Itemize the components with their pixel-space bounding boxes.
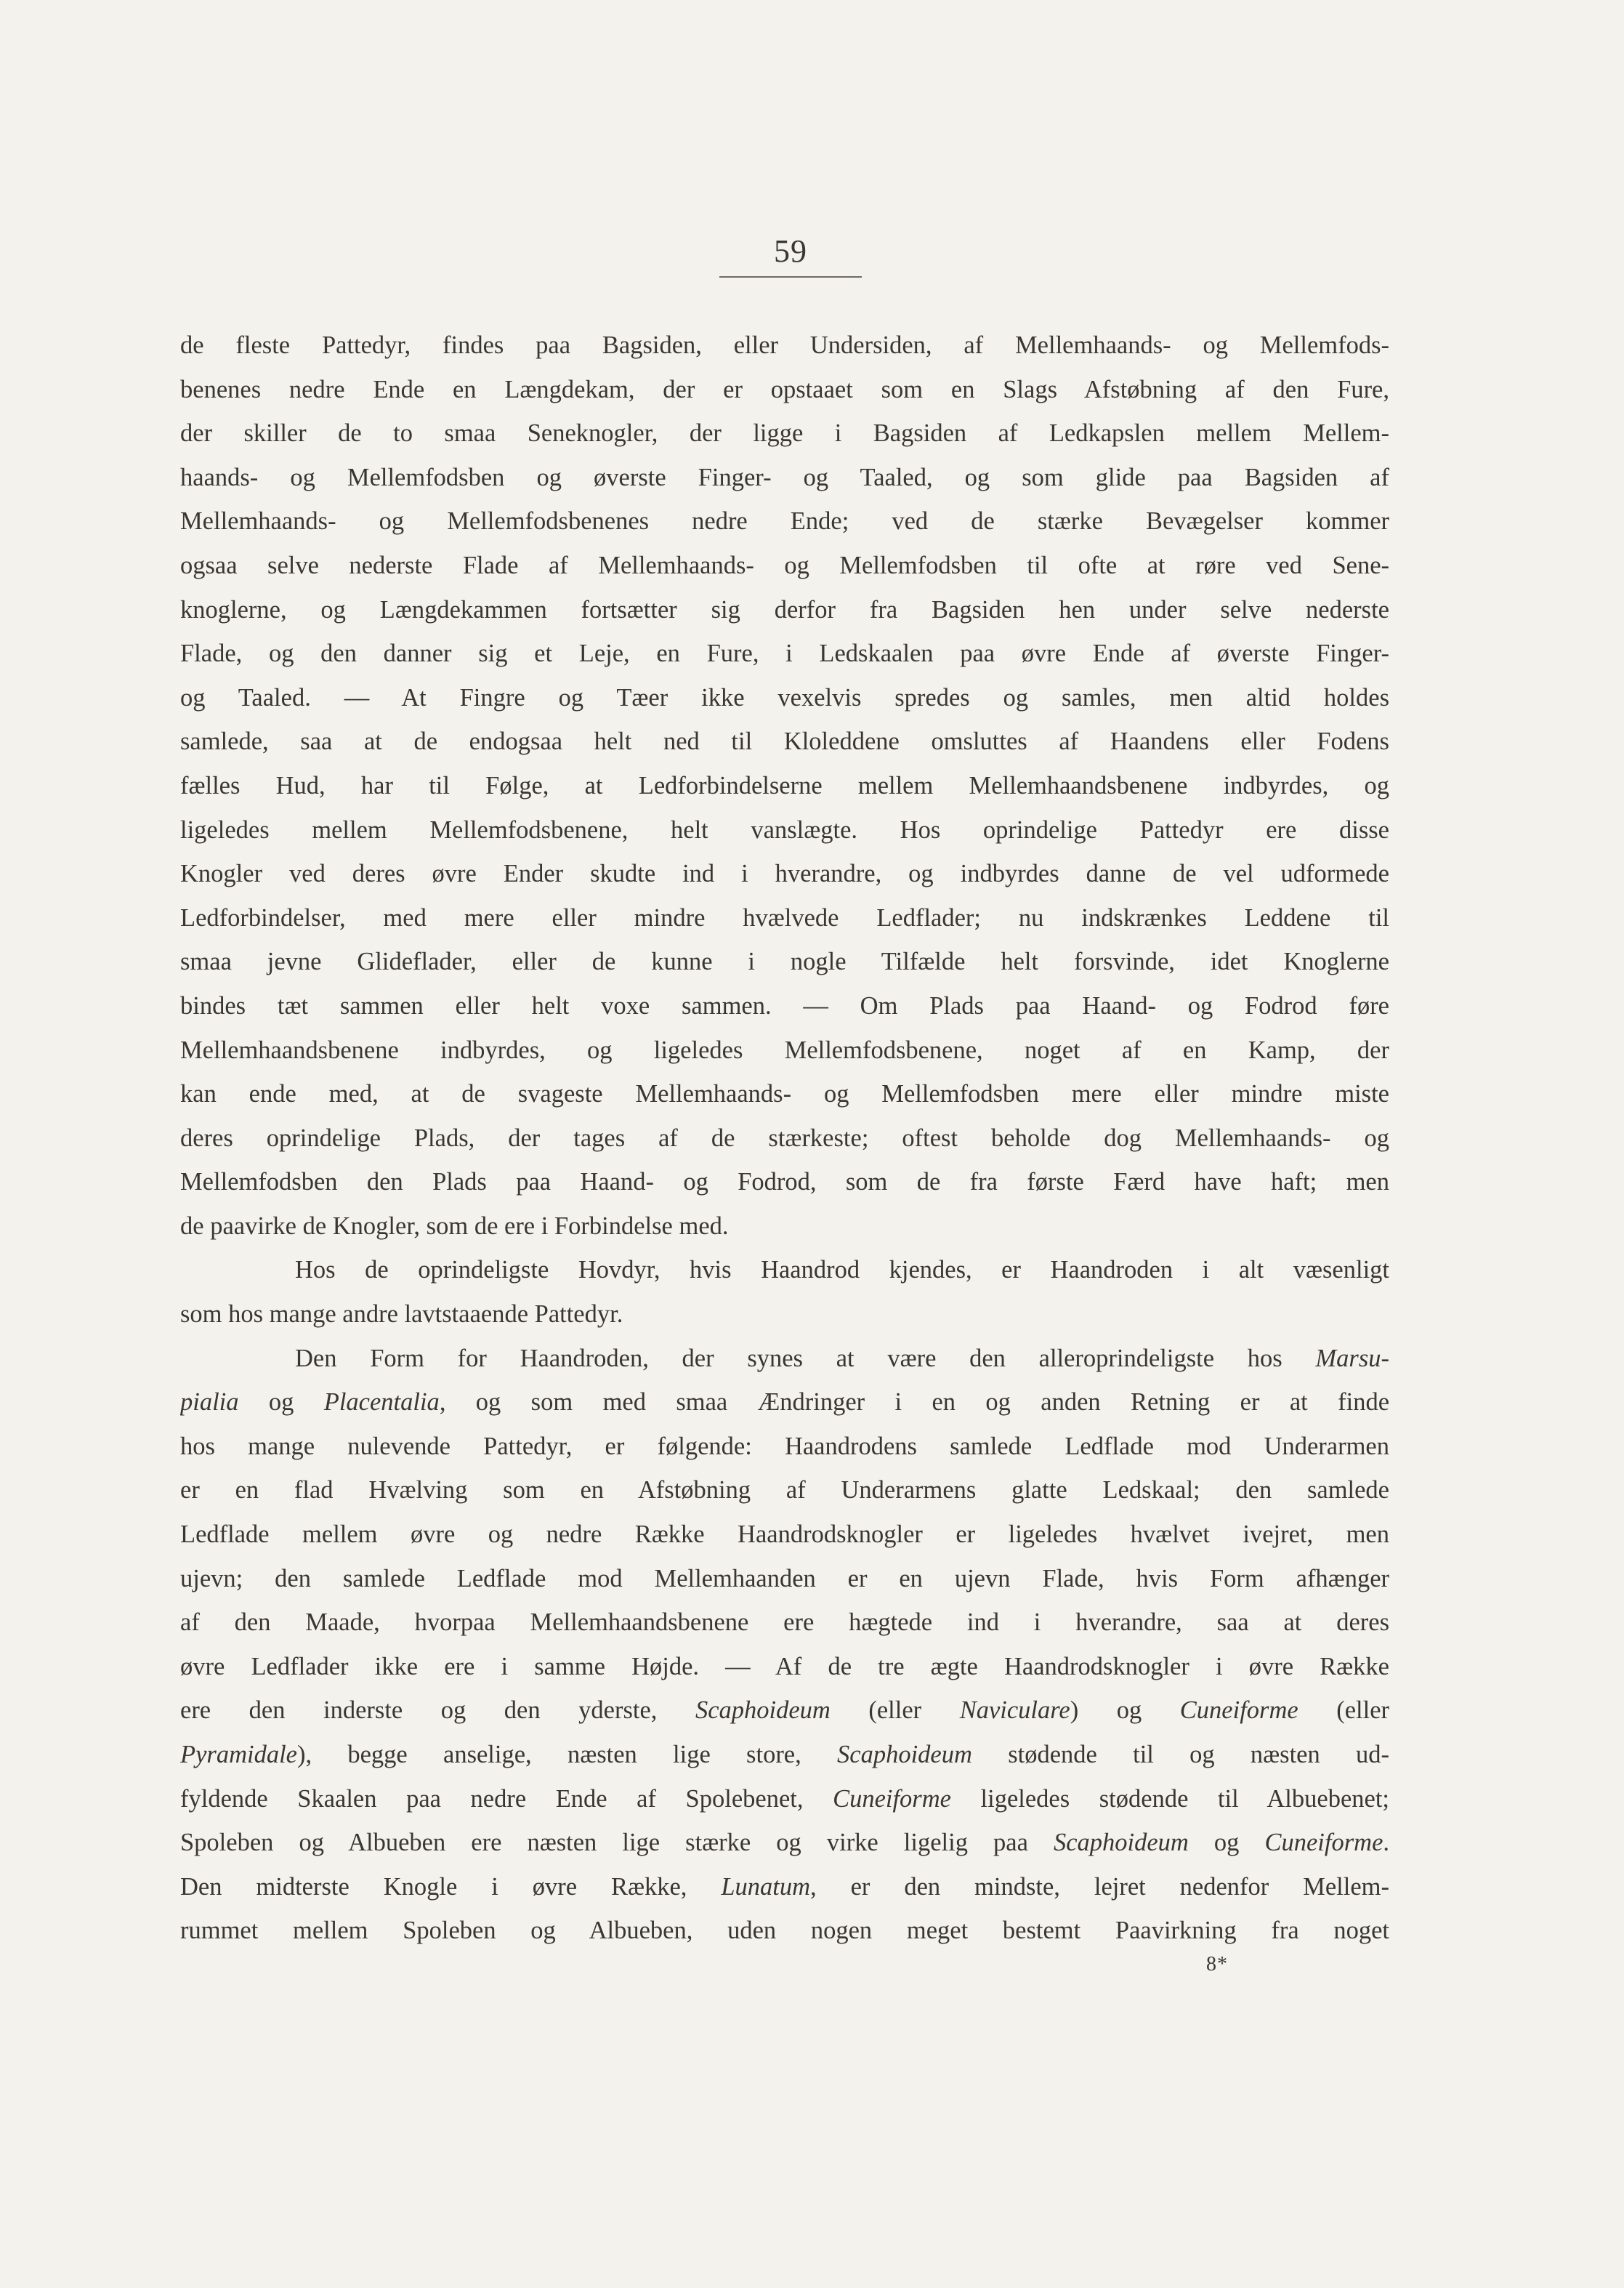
text-line-36: [180, 1865, 1389, 1909]
text-run: (eller: [830, 1696, 960, 1725]
text-line-2: benenes nedre Ende en Længdekam, der er opstaaet som en Slags Afstøbning af den Fure,: [180, 375, 1389, 403]
bone-name: Cuneiforme: [1264, 1829, 1383, 1857]
text-run: (eller: [1298, 1696, 1389, 1725]
text-run: og: [238, 1388, 324, 1417]
text-line-30: af den Maade, hvorpaa Mellemhaandsbenene ere hægtede ind i hverandre, saa at deres: [180, 1608, 1389, 1637]
text-line-18: kan ende med, at de svageste Mellemhaands- og Mellemfodsben mere eller mindre miste: [180, 1080, 1389, 1108]
page-number-rule: [719, 276, 862, 278]
bone-name: Naviculare: [959, 1696, 1070, 1725]
text-line-22: Hos de oprindeligste Hovdyr, hvis Haandrod kjendes, er Haandroden i alt væsenligt: [295, 1256, 1389, 1284]
text-line-37: rummet mellem Spoleben og Albueben, uden nogen meget bestemt Paavirkning fra noget: [180, 1917, 1389, 1945]
text-run: ) og: [1070, 1696, 1180, 1725]
text-line-25: [180, 1380, 1389, 1425]
text-line-14: Ledforbindelser, med mere eller mindre hvælvede Ledflader; nu indskrænkes Leddene til: [180, 903, 1389, 932]
text-run: ere den inderste og den yderste,: [180, 1696, 695, 1725]
text-run: fyldende Skaalen paa nedre Ende af Spolebenet,: [180, 1784, 833, 1813]
text-line-4: haands- og Mellemfodsben og øverste Finger- og Taaled, og som glide paa Bagsiden af: [180, 463, 1389, 491]
text-line-1: de fleste Pattedyr, findes paa Bagsiden, eller Undersiden, af Mellemhaands- og Mellemfods-: [180, 331, 1389, 359]
text-run: , og som med smaa Ændringer i en og anden Retning er at finde: [439, 1388, 1389, 1417]
text-line-26: hos mange nulevende Pattedyr, er følgende: Haandrodens samlede Ledflade mod Underarmen: [180, 1432, 1389, 1460]
taxon-name: Placentalia: [323, 1388, 440, 1417]
text-run: Spoleben og Albueben ere næsten lige stærke og virke ligelig paa: [180, 1829, 1054, 1857]
bone-name: Scaphoideum: [837, 1741, 972, 1768]
text-line-34: [180, 1777, 1389, 1821]
text-line-29: ujevn; den samlede Ledflade mod Mellemhaanden er en ujevn Flade, hvis Form afhænger: [180, 1564, 1389, 1592]
text-line-24: [180, 1337, 1389, 1381]
body-text: [180, 323, 1389, 1953]
text-line-8: Flade, og den danner sig et Leje, en Fure, i Ledskaalen paa øvre Ende af øverste Finger-: [180, 640, 1389, 668]
text-line-9: og Taaled. — At Fingre og Tæer ikke vexelvis spredes og samles, men altid holdes: [180, 683, 1389, 712]
text-run: , er den mindste, lejret nedenfor Mellem-: [810, 1872, 1389, 1901]
text-run: Den Form for Haandroden, der synes at være den alleroprindeligste hos: [295, 1344, 1316, 1372]
text-line-17: Mellemhaandsbenene indbyrdes, og ligeledes Mellemfodsbenene, noget af en Kamp, der: [180, 1036, 1389, 1064]
text-line-10: samlede, saa at de endogsaa helt ned til Kloleddene omsluttes af Haandens eller Fodens: [180, 728, 1389, 756]
bone-name: Cuneiforme: [833, 1784, 951, 1813]
text-line-13: Knogler ved deres øvre Ender skudte ind i hverandre, og indbyrdes danne de vel udformede: [180, 860, 1389, 888]
text-run: stødende til og næsten ud-: [971, 1741, 1389, 1768]
text-line-15: smaa jevne Glideflader, eller de kunne i nogle Tilfælde helt forsvinde, idet Knoglerne: [180, 948, 1389, 976]
text-line-23: som hos mange andre lavtstaaende Pattedyr.: [180, 1300, 623, 1329]
text-line-11: fælles Hud, har til Følge, at Ledforbindelserne mellem Mellemhaandsbenene indbyrdes, og: [180, 771, 1389, 799]
text-line-32: [180, 1688, 1389, 1733]
bone-name: Cuneiforme: [1179, 1696, 1298, 1725]
text-line-12: ligeledes mellem Mellemfodsbenene, helt vanslægte. Hos oprindelige Pattedyr ere disse: [180, 815, 1389, 844]
bone-name: Pyramidale: [180, 1741, 297, 1768]
text-line-5: Mellemhaands- og Mellemfodsbenenes nedre Ende; ved de stærke Bevægelser kommer: [180, 507, 1389, 536]
page-number-block: [719, 231, 862, 272]
text-line-21: de paavirke de Knogler, som de ere i Forbindelse med.: [180, 1212, 729, 1240]
text-line-7: knoglerne, og Længdekammen fortsætter sig derfor fra Bagsiden hen under selve nederste: [180, 595, 1389, 624]
page-number: 59: [774, 233, 807, 269]
text-line-3: der skiller de to smaa Seneknogler, der ligge i Bagsiden af Ledkapslen mellem Mellem-: [180, 419, 1389, 448]
text-run: og: [1188, 1829, 1265, 1857]
bone-name: Lunatum: [721, 1872, 811, 1901]
text-run: .: [1383, 1829, 1389, 1857]
signature-mark: 8*: [1206, 1953, 1228, 1975]
text-line-31: øvre Ledflader ikke ere i samme Højde. — Af de tre ægte Haandrodsknogler i øvre Række: [180, 1652, 1389, 1680]
text-line-33: [180, 1733, 1389, 1777]
text-line-16: bindes tæt sammen eller helt voxe sammen. — Om Plads paa Haand- og Fodrod føre: [180, 991, 1389, 1020]
text-line-28: Ledflade mellem øvre og nedre Række Haandrodsknogler er ligeledes hvælvet ivejret, men: [180, 1520, 1389, 1549]
text-run: ), begge anselige, næsten lige store,: [296, 1741, 838, 1768]
text-line-20: Mellemfodsben den Plads paa Haand- og Fodrod, som de fra første Færd have haft; men: [180, 1168, 1389, 1196]
bone-name: Scaphoideum: [1053, 1829, 1189, 1857]
text-run: ligeledes stødende til Albuebenet;: [950, 1784, 1389, 1813]
bone-name: Scaphoideum: [695, 1696, 831, 1725]
text-line-27: er en flad Hvælving som en Afstøbning af Underarmens glatte Ledskaal; den samlede: [180, 1476, 1389, 1504]
taxon-name: pialia: [180, 1388, 239, 1417]
text-line-35: [180, 1821, 1389, 1865]
text-line-6: ogsaa selve nederste Flade af Mellemhaands- og Mellemfodsben til ofte at røre ved Sene-: [180, 551, 1389, 579]
text-line-19: deres oprindelige Plads, der tages af de stærkeste; oftest beholde dog Mellemhaands- og: [180, 1124, 1389, 1152]
text-run: Den midterste Knogle i øvre Række,: [180, 1872, 722, 1901]
taxon-name: Marsu-: [1315, 1344, 1389, 1372]
